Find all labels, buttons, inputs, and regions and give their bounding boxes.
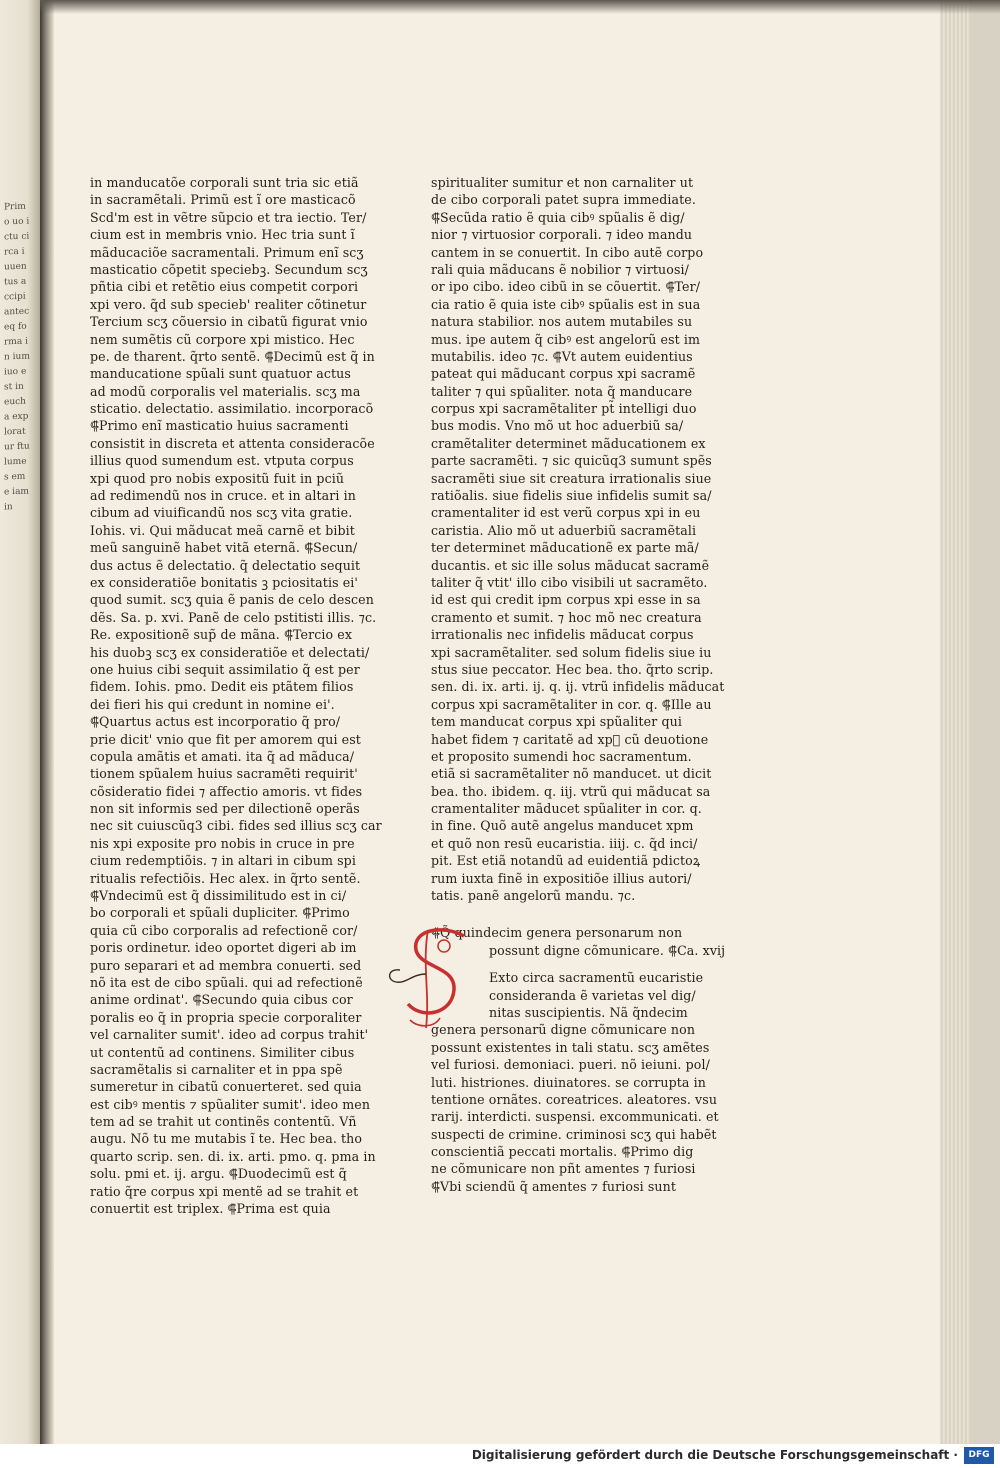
text-line: nem sumẽtis cũ corpore xpi mistico. Hec <box>90 331 355 347</box>
text-line: ⸿Quartus actus est incorporatio q̃ pro/ <box>90 714 341 730</box>
text-line: poris ordinetur. ideo oportet digeri ab im <box>90 940 357 956</box>
text-line: xpi quod pro nobis expositũ fuit in pciũ <box>90 470 345 486</box>
text-line: est cibꝰ mentis ⁊ spũaliter sumit'. ideo men <box>90 1096 371 1112</box>
text-line: habet fidem ⁊ caritatẽ ad xpᷣ cũ deuotione <box>431 731 709 747</box>
text-line: corpus xpi sacramẽtaliter pt̃ intelligi duo <box>431 401 697 417</box>
text-line: cium est in membris vnio. Hec tria sunt ĩ <box>90 227 355 243</box>
text-line: fidem. Iohis. pmo. Dedit eis ptãtem filios <box>90 679 354 695</box>
text-line: ritualis refectiõis. Hec alex. in q̃rto sentẽ. <box>90 870 361 886</box>
text-line: taliter ⁊ qui spũaliter. nota q̃ manducare <box>431 383 693 399</box>
text-line: sacramẽtalis si carnaliter et in ppa spẽ <box>90 1061 343 1077</box>
text-line: quarto scrip. sen. di. ix. arti. pmo. q. pma in <box>90 1148 376 1164</box>
text-line: irrationalis nec infidelis mãducat corpus <box>431 627 694 643</box>
text-line: rum iuxta finẽ in expositiõe illius autori/ <box>431 870 692 886</box>
text-line: xpi sacramẽtaliter. sed solum fidelis siue iu <box>431 644 712 660</box>
text-line: dus actus ẽ delectatio. q̃ delectatio sequit <box>90 557 361 573</box>
right-text-column <box>431 174 741 1195</box>
text-line: Iohis. vi. Qui mãducat meã carnẽ et bibit <box>90 522 355 538</box>
text-line: cramento et sumit. ⁊ hoc mõ nec creatura <box>431 609 702 625</box>
text-line: ter determinet mãducationẽ ex parte mã/ <box>431 540 699 556</box>
initial-flourish <box>390 970 426 982</box>
text-line: sumeretur in cibatũ conuerteret. sed quia <box>90 1079 362 1095</box>
text-line: mutabilis. ideo ⁊c. ⸿Vt autem euidentius <box>431 348 693 364</box>
text-line: cantem in se conuertit. In cibo autẽ corpo <box>431 244 704 260</box>
book-gutter <box>40 0 54 1444</box>
text-line: in manducatõe corporali sunt tria sic etiã <box>90 175 359 190</box>
text-line: poralis eo q̃ in propria specie corporaliter <box>90 1009 362 1025</box>
text-line: spiritualiter sumitur et non carnaliter ut <box>431 175 694 190</box>
text-line: augu. Nõ tu me mutabis ĩ te. Hec bea. tho <box>90 1131 363 1147</box>
text-line: Re. expositionẽ sup̃ de mãna. ⸿Tercio ex <box>90 627 353 643</box>
text-line: conuertit est triplex. ⸿Prima est quia <box>90 1201 331 1217</box>
text-line: Exto circa sacramentũ eucaristie <box>489 970 704 986</box>
text-line: rali quia mãducans ẽ nobilior ⁊ virtuosi/ <box>431 261 689 277</box>
text-line: bea. tho. ibidem. q. iij. vtrũ qui mãducat sa <box>431 783 711 799</box>
text-line: luti. histriones. diuinatores. se corrupta in <box>431 1074 706 1090</box>
text-line: mãducaciõe sacramentali. Primum enĩ scʒ <box>90 244 364 260</box>
previous-page-text: Primo uo ictu circa iuuentus accipi anteceq forma in iumiuo est in eucha exploratur ftu lumes eme iam in <box>4 201 30 513</box>
text-line: ⸿Vndecimũ est q̃ dissimilitudo est in ci/ <box>90 888 347 904</box>
text-line: manducatione spũali sunt quatuor actus <box>90 366 351 382</box>
text-line: possunt existentes in tali statu. scʒ amẽtes <box>431 1039 710 1055</box>
text-line: illius quod sumendum est. vtputa corpus <box>90 453 354 469</box>
text-line: ad modũ corporalis vel materialis. scʒ ma <box>90 383 361 399</box>
text-line: vel carnaliter sumit'. ideo ad corpus trahit' <box>90 1027 369 1043</box>
text-line: natura stabilior. nos autem mutabiles su <box>431 314 693 330</box>
footer-bar <box>0 1444 1000 1468</box>
text-line: non sit informis sed per dilectionẽ operãs <box>90 801 360 817</box>
text-line: cramentaliter mãducet spũaliter in cor. q. <box>431 801 702 817</box>
text-line: cibum ad viuificandũ nos scʒ vita gratie. <box>90 505 353 521</box>
page-edge <box>940 0 970 1444</box>
text-line: ut contentũ ad continens. Similiter cibus <box>90 1044 355 1060</box>
text-line: ducantis. et sic ille solus mãducat sacramẽ <box>431 557 710 573</box>
text-line: bus modis. Vno mõ ut hoc aduerbiũ sa/ <box>431 418 684 434</box>
decorated-initial <box>382 924 482 1034</box>
text-line: suspecti de crimine. criminosi scʒ qui habẽt <box>431 1126 717 1142</box>
text-line: pe. de tharent. q̃rto sentẽ. ⸿Decimũ est q̃ in <box>90 348 375 364</box>
initial-tail <box>410 1018 440 1026</box>
text-line: solu. pmi et. ij. argu. ⸿Duodecimũ est q̃ <box>90 1166 347 1182</box>
text-line: in sacramẽtali. Primũ est ĩ ore masticacõ <box>90 192 356 208</box>
text-line: cramentaliter id est verũ corpus xpi in eu <box>431 505 701 521</box>
text-line: tentione ornãtes. coreatrices. aleatores. vsu <box>431 1091 718 1107</box>
text-line: cium redemptiõis. ⁊ in altari in cibum spi <box>90 853 356 869</box>
text-line: ⸿Vbi sciendũ q̃ amentes ⁊ furiosi sunt <box>431 1178 677 1194</box>
text-line: dẽs. Sa. p. xvi. Panẽ de celo pstitisti illis. ⁊c. <box>90 609 377 625</box>
text-line: tem ad se trahit ut continẽs contentũ. Vñ <box>90 1114 357 1130</box>
text-line: quod sumit. scʒ quia ẽ panis de celo descen <box>90 592 374 608</box>
text-line: quia cũ cibo corporalis ad refectionẽ cor/ <box>90 922 358 938</box>
text-line: prie dicit' vnio que fit per amorem qui est <box>90 731 361 747</box>
text-line: ratiõalis. siue fidelis siue infidelis sumit sa/ <box>431 488 712 504</box>
dfg-logo: DFG <box>964 1447 994 1464</box>
text-line: ⸿Primo enĩ masticatio huius sacramenti <box>90 418 349 434</box>
text-line: Scd'm est in vẽtre sũpcio et tra iectio. Ter/ <box>90 209 367 225</box>
left-text-column <box>90 174 382 1217</box>
text-line: Tercium scʒ cõuersio in cibatũ figurat vnio <box>90 314 368 330</box>
text-line: masticatio cõpetit speciebꝫ. Secundum scʒ <box>90 261 368 277</box>
text-line: nis xpi exposite pro nobis in cruce in pre <box>90 835 355 851</box>
text-line: cramẽtaliter determinet mãducationem ex <box>431 435 706 451</box>
text-line: or ipo cibo. ideo cibũ in se cõuertit. ⸿Ter/ <box>431 279 701 295</box>
text-line: ex consideratiõe bonitatis ꝫ pciositatis ei' <box>90 574 358 590</box>
text-line: pñtia cibi et retẽtio eius competit corpori <box>90 279 359 295</box>
text-line: nec sit cuiuscũq3 cibi. fides sed illius scʒ car <box>90 818 382 834</box>
text-line: vel furiosi. demoniaci. pueri. nõ ieiuni. pol/ <box>431 1057 710 1073</box>
text-line: copula amãtis et amati. ita q̃ ad mãduca/ <box>90 748 355 764</box>
text-line: tatis. panẽ angelorũ mandu. ⁊c. <box>431 888 636 904</box>
text-line: pateat qui mãducant corpus xpi sacramẽ <box>431 366 696 382</box>
text-line: rarij. interdicti. suspensi. excommunicati. et <box>431 1109 719 1125</box>
text-line: tem manducat corpus xpi spũaliter qui <box>431 714 682 730</box>
chapter-spacer <box>431 904 741 924</box>
text-line: caristia. Alio mõ ut aduerbiũ sacramẽtali <box>431 522 697 538</box>
text-line: pit. Est etiã notandũ ad euidentiã pdictoꝝ <box>431 853 701 869</box>
text-line: dei fieri his qui credunt in nomine ei'. <box>90 696 335 712</box>
text-line: nitas suscipientis. Nã q̃ndecim <box>489 1004 688 1020</box>
text-line: mus. ipe autem q̃ cibꝰ est angelorũ est im <box>431 331 701 347</box>
text-line: ne cõmunicare non pñt amentes ⁊ furiosi <box>431 1161 696 1177</box>
text-line: genera personarũ digne cõmunicare non <box>431 1022 696 1038</box>
text-line: et quõ non resũ eucaristia. iiij. c. q̃d inci/ <box>431 835 698 851</box>
text-line: one huius cibi sequit assimilatio q̃ est per <box>90 661 360 677</box>
text-line: puro separari et ad membra conuerti. sed <box>90 957 362 973</box>
text-line: xpi vero. q̃d sub specieb' realiter cõtinetur <box>90 296 367 312</box>
text-line: sen. di. ix. arti. ij. q. ij. vtrũ infidelis mãducat <box>431 679 725 695</box>
text-line: anime ordinat'. ⸿Secundo quia cibus cor <box>90 992 353 1008</box>
right-column-top-text <box>431 174 741 904</box>
text-line: ratio q̃re corpus xpi mentẽ ad se trahit et <box>90 1183 359 1199</box>
initial-loop <box>438 940 450 952</box>
text-line: conscientiã peccati mortalis. ⸿Primo dig <box>431 1144 694 1160</box>
text-line: consistit in discreta et attenta consideracõe <box>90 435 375 451</box>
text-line: consideranda ẽ varietas vel dig/ <box>489 987 696 1003</box>
text-line: etiã si sacramẽtaliter nõ manducet. ut dicit <box>431 766 712 782</box>
text-line: sacramẽti siue sit creatura irrationalis siue <box>431 470 712 486</box>
text-line: bo corporali et spũali dupliciter. ⸿Primo <box>90 905 350 921</box>
text-line: stus siue peccator. Hec bea. tho. q̃rto scrip. <box>431 661 714 677</box>
chapter-rubric-line-2: possunt digne cõmunicare. ⸿Ca. xvij <box>489 942 726 958</box>
text-line: sticatio. delectatio. assimilatio. incorporacõ <box>90 401 374 417</box>
text-line: taliter q̃ vtit' illo cibo visibili ut sacramẽto. <box>431 574 708 590</box>
text-line: meũ sanguinẽ habet vitã eternã. ⸿Secun/ <box>90 540 358 556</box>
text-line: et proposito sumendi hoc sacramentum. <box>431 748 692 764</box>
text-line: his duobꝫ scʒ ex consideratiõe et delectati/ <box>90 644 370 660</box>
text-line: parte sacramẽti. ⁊ sic quicũq3 sumunt spẽs <box>431 453 712 469</box>
text-line: nõ ita est de cibo spũali. qui ad refectionẽ <box>90 974 363 990</box>
text-line: ⸿Secũda ratio ẽ quia cibꝰ spũalis ẽ dig/ <box>431 209 685 225</box>
text-line: tionem spũalem huius sacramẽti requirit' <box>90 766 358 782</box>
text-line: cia ratio ẽ quia iste cibꝰ spũalis est in sua <box>431 296 701 312</box>
text-line: corpus xpi sacramẽtaliter in cor. q. ⸿Ille au <box>431 696 712 712</box>
text-line: de cibo corporali patet supra immediate. <box>431 192 696 208</box>
text-line: cõsideratio fidei ⁊ affectio amoris. vt fides <box>90 783 363 799</box>
funding-credit: Digitalisierung gefördert durch die Deutsche Forschungsgemeinschaft · <box>471 1448 958 1462</box>
initial-stroke <box>408 930 464 1013</box>
text-line: nior ⁊ virtuosior corporali. ⁊ ideo mandu <box>431 227 693 243</box>
text-line: id est qui credit ipm corpus xpi esse in sa <box>431 592 701 608</box>
top-shadow <box>40 0 1000 14</box>
text-line: ad redimendũ nos in cruce. et in altari in <box>90 488 356 504</box>
chapter-rubric-line-1: ⸿Q̃ quindecim genera personarum non <box>431 925 683 941</box>
text-line: in fine. Quõ autẽ angelus manducet xpm <box>431 818 694 834</box>
